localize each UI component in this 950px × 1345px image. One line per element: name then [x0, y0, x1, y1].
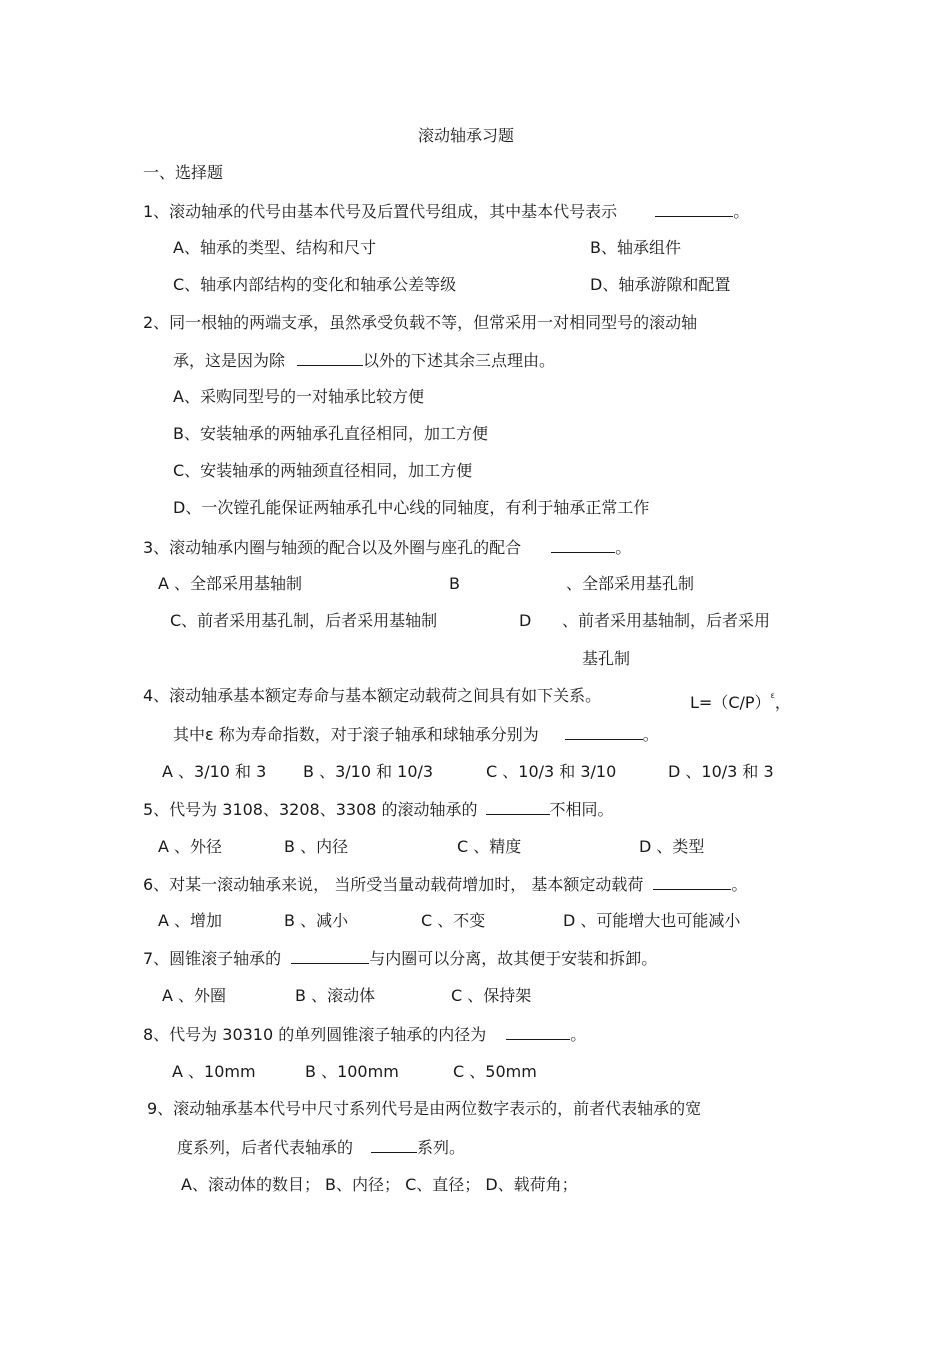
option-c: C、安装轴承的两轴颈直径相同，加工方便 [173, 461, 473, 480]
option-a: A 、外径 [158, 837, 223, 856]
question-stem: 度系列，后者代表轴承的 [177, 1138, 354, 1157]
formula [690, 685, 791, 714]
option-d-cont: 基孔制 [582, 649, 631, 668]
option-a: A 、3/10 和 3 [162, 762, 267, 781]
question-stem: 1、滚动轴承的代号由基本代号及后置代号组成，其中基本代号表示 [143, 202, 618, 221]
option-a: A、轴承的类型、结构和尺寸 [173, 238, 376, 257]
answer-blank [653, 873, 731, 890]
question-8 [143, 1023, 586, 1046]
question-9: 9、滚动轴承基本代号中尺寸系列代号是由两位数字表示的，前者代表轴承的宽 [147, 1099, 702, 1118]
answer-blank [565, 723, 643, 740]
option-d-text: 、前者采用基轴制，后者采用 [562, 611, 771, 630]
options-line: A、滚动体的数目； B、内径； C、直径； D、载荷角； [181, 1175, 578, 1194]
option-b: B、安装轴承的两轴承孔直径相同，加工方便 [173, 424, 488, 443]
punctuation: 。 [731, 875, 748, 894]
option-a: A、采购同型号的一对轴承比较方便 [173, 387, 424, 406]
answer-blank [371, 1136, 417, 1153]
option-b: B 、滚动体 [295, 986, 376, 1005]
option-b: B、轴承组件 [590, 238, 681, 257]
punctuation: 。 [733, 202, 750, 221]
option-c: C 、10/3 和 3/10 [486, 762, 617, 781]
option-b: B 、内径 [284, 837, 349, 856]
question-9-cont [177, 1136, 465, 1159]
question-1 [143, 200, 749, 223]
formula-text: L=（C/P） [690, 693, 771, 712]
answer-blank [506, 1023, 570, 1040]
question-stem-end: 与内圈可以分离，故其便于安装和拆卸。 [369, 949, 658, 968]
question-3 [143, 536, 631, 559]
option-b-letter: B [449, 574, 460, 593]
question-2-cont [173, 349, 555, 372]
option-d-letter: D [519, 611, 532, 630]
question-stem: 8、代号为 30310 的单列圆锥滚子轴承的内径为 [143, 1025, 487, 1044]
question-stem: 7、圆锥滚子轴承的 [143, 949, 282, 968]
punctuation: 。 [615, 538, 632, 557]
answer-blank [486, 798, 550, 815]
question-4-cont [173, 723, 659, 746]
option-c: C 、精度 [457, 837, 522, 856]
answer-blank [291, 947, 369, 964]
question-stem: 5、代号为 3108、3208、3308 的滚动轴承的 [143, 800, 478, 819]
option-a: A 、外圈 [162, 986, 227, 1005]
section-heading: 一、选择题 [143, 163, 224, 182]
question-4: 4、滚动轴承基本额定寿命与基本额定动载荷之间具有如下关系。 [143, 686, 602, 705]
question-2: 2、同一根轴的两端支承，虽然承受负载不等，但常采用一对相同型号的滚动轴 [143, 313, 698, 332]
question-stem: 承，这是因为除 [173, 351, 286, 370]
option-b: B 、100mm [305, 1062, 399, 1081]
option-a: A 、全部采用基轴制 [158, 574, 303, 593]
option-b: B 、3/10 和 10/3 [303, 762, 434, 781]
option-a: A 、10mm [172, 1062, 256, 1081]
option-d: D、轴承游隙和配置 [590, 275, 731, 294]
option-c: C 、不变 [421, 911, 486, 930]
answer-blank [551, 536, 615, 553]
page-title: 滚动轴承习题 [418, 126, 515, 145]
option-c: C 、保持架 [451, 986, 532, 1005]
punctuation: 。 [570, 1025, 587, 1044]
option-a: A 、增加 [158, 911, 223, 930]
question-stem: 其中ε 称为寿命指数，对于滚子轴承和球轴承分别为 [173, 725, 539, 744]
question-7 [143, 947, 657, 970]
answer-blank [655, 200, 733, 217]
answer-blank [297, 349, 363, 366]
option-c: C、轴承内部结构的变化和轴承公差等级 [173, 275, 457, 294]
option-c: C 、50mm [453, 1062, 537, 1081]
question-stem-end: 以外的下述其余三点理由。 [363, 351, 556, 370]
option-b: B 、减小 [284, 911, 349, 930]
question-6 [143, 873, 747, 896]
punctuation: 。 [642, 725, 659, 744]
question-stem-end: 系列。 [417, 1138, 466, 1157]
option-d: D 、类型 [639, 837, 705, 856]
option-d: D、一次镗孔能保证两轴承孔中心线的同轴度，有利于轴承正常工作 [173, 498, 650, 517]
question-stem: 6、对某一滚动轴承来说， 当所受当量动载荷增加时， 基本额定动载荷 [143, 875, 644, 894]
question-stem: 3、滚动轴承内圈与轴颈的配合以及外圈与座孔的配合 [143, 538, 522, 557]
option-d: D 、10/3 和 3 [668, 762, 774, 781]
punctuation: ， [774, 693, 791, 712]
formula-exponent: ε [770, 691, 775, 700]
option-d: D 、可能增大也可能减小 [563, 911, 741, 930]
option-b-text: 、全部采用基孔制 [566, 574, 695, 593]
question-5 [143, 798, 614, 821]
option-c: C、前者采用基孔制，后者采用基轴制 [170, 611, 438, 630]
question-stem-end: 不相同。 [549, 800, 614, 819]
